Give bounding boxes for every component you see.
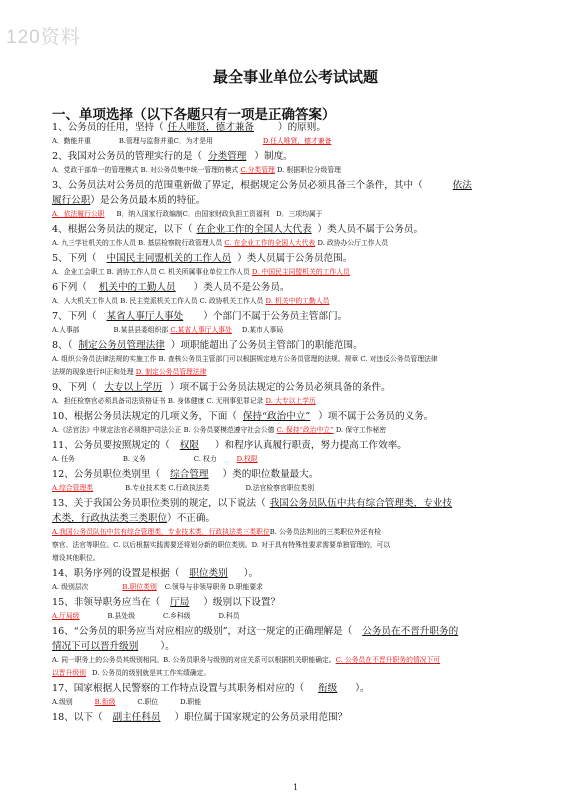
options-11: A. 任务 B. 义务 C. 权力 D.权限: [52, 455, 258, 463]
page-number: 1: [292, 783, 299, 792]
correct-option-4: C. 在企业工作的全国人大代表: [224, 239, 316, 247]
question-5: 5、下列（ 中国民主同盟机关的工作人员 ）类人员属于公务员范围。: [52, 253, 353, 264]
answer-9: 大专以上学历: [104, 382, 163, 393]
page-title: 最全事业单位公考试试题: [212, 69, 378, 86]
correct-option-16: C. 公务员在不晋升职务的情况下可: [335, 656, 441, 664]
options-16: A. 同一职务上的公务员其级别相同。B. 公务员职务与级别的对应关系可以根据机关职能确定。C. 公务员在不晋升职务的情况下可: [52, 656, 441, 664]
question-11: 11、公务员要按照规定的（ 权限 ）和程序认真履行职责，努力提高工作效率。: [52, 440, 407, 451]
answer-3: 依法: [452, 180, 472, 191]
question-14: 14、职务序列的设置是根据（ 职位类别 ）。: [52, 568, 259, 579]
question-7: 7、下列（ 某省人事厅人事处 ）个部门不属于公务员主管部门。: [52, 311, 348, 322]
options-17: A.级别 B.衔级 C.职位 D.职能: [52, 698, 202, 706]
question-2: 2、我国对公务员的管理实行的是（ 分类管理 ）制度。: [52, 151, 293, 162]
question-8: 8、（ 制定公务员管理法律 ）项职能超出了公务员主管部门的职能范围。: [52, 340, 363, 351]
options-12: A.综合管理类 B.专业技术类 C.行政执法类 D.法官检察官职位类别: [52, 484, 315, 492]
correct-option-14: B.职位类别: [122, 583, 157, 591]
options-3: A．依法履行公职 B．纳入国家行政编制C．由国家财政负担工资福利 D．三项均属于: [52, 210, 323, 218]
section-heading: 一、单项选择（以下各题只有一项是正确答案）: [52, 107, 336, 122]
question-16: 16、“公务员的职务应当对应相应的级别”，对这一规定的正确理解是（ 公务员在不晋升职务的 情况下可以晋升级别 ）。: [52, 626, 459, 652]
answer-18: 副主任科员: [112, 712, 161, 723]
correct-option-5: D. 中国民主同盟机关的工作人员: [251, 268, 350, 276]
options-5: A．企业工会职工 B. 消协工作人员 C. 机关所属事业单位工作人员 D. 中国民主同盟机关的工作人员: [52, 268, 350, 276]
correct-option-15: A.厅局级: [52, 612, 80, 620]
answer-7: 某省人事厅人事处: [106, 311, 184, 322]
options-4: A. 九三学社机关的工作人员 B. 基层检察院行政管理人员 C. 在企业工作的全国人大代表 D. 政协办公厅工作人员: [52, 239, 389, 247]
options-2: A．党政干部单一的管理模式 B. 对公务员集中统一管理的模式 C.分类管理 D. 根据职位分级管理: [52, 166, 341, 174]
correct-option-13: A.我国公务员队伍中共有综合管理类，专业技术类，行政执法类三类职位: [52, 528, 270, 536]
answer-15: 厅局: [170, 597, 190, 608]
question-3: 3、公务员法对公务员的范围重新做了界定，根据规定公务员必须具备三个条件，其中（ 依法 履行公职）是公务员最本质的特征。: [52, 180, 472, 206]
options-1: A．勤能并重 B.管理与监督并重C．为才是用 D.任人唯贤，德才兼备: [52, 137, 332, 145]
answer-6: 机关中的工勤人员: [98, 282, 176, 293]
answer-14: 职位类别: [189, 568, 228, 579]
answer-13: 我国公务员队伍中共有综合管理类，专业技: [269, 498, 452, 509]
options-15: A.厅局级 B.县处级 C.乡科级 D.科员: [52, 612, 240, 620]
correct-option-1: D.任人唯贤，德才兼备: [262, 137, 332, 145]
question-12: 12、公务员职位类别里（ 综合管理 ）类的职位数量最大。: [52, 469, 319, 480]
question-4: 4、根据公务员法的规定，以下（ 在企业工作的全国人大代表 ）类人员不属于公务员。: [52, 224, 424, 235]
answer-12: 综合管理: [170, 469, 209, 480]
answer-11: 权限: [179, 440, 199, 451]
correct-option-3: A．依法履行公职: [52, 210, 105, 218]
correct-option-11: D.权限: [236, 455, 258, 463]
question-15: 15、非领导职务应当在（ 厅局 ）级别以下设置？: [52, 597, 281, 608]
question-17: 17、国家根据人民警察的工作特点设置与其职务相对应的（ 衔级 ）。: [52, 683, 370, 694]
question-18: 18、以下（ 副主任科员 ）职位属于国家规定的公务员录用范围？: [52, 712, 348, 723]
options-8-cont: 法规的现象进行纠正和处理 D. 制定公务员管理法律: [52, 368, 207, 376]
question-list: [52, 120, 539, 725]
options-8: A. 组织公务员法律法规的实施工作 B. 查核公务员主管部门可以根据规定地方公务员管理的法规、规章 C. 对违反公务员管理法律: [52, 355, 438, 363]
options-13-cont: 察官、法官等职位。C. 以后根据实践需要还将划分新的职位类别。D. 对于具有特殊性要求需要单独管理的，可以: [52, 541, 391, 549]
answer-5: 中国民主同盟机关的工作人员: [106, 253, 232, 264]
question-9: 9、下列（ 大专以上学历 ）项不属于公务员法规定的公务员必须具备的条件。: [52, 382, 391, 393]
options-13-cont2: 增设其他职位。: [52, 554, 100, 562]
question-6: 6下列（ 机关中的工勤人员 ）类人员不是公务员。: [52, 282, 290, 293]
options-7: A.人事部 B.某县县委组织部 C.某省人事厅人事处 D.某市人事局: [52, 326, 284, 334]
options-6: A．人大机关工作人员 B. 民主党派机关工作人员 C. 政协机关工作人员 D. 机关中的工勤人员: [52, 297, 330, 305]
answer-2: 分类管理: [208, 151, 247, 162]
correct-option-10: C. 保持“政治中立”: [276, 426, 334, 434]
options-10: A.《法官法》中规定法官必须维护司法公正 B. 公务员要模范遵守社会公德 C. 保持“政治中立” D. 保守工作秘密: [52, 426, 387, 434]
correct-option-2: C.分类管理: [240, 166, 275, 174]
watermark: 120资料: [6, 27, 81, 48]
options-14: A. 级别层次 B.职位类别 C.领导与非领导职务 D.职能要求: [52, 583, 263, 591]
answer-4: 在企业工作的全国人大代表: [196, 224, 312, 235]
question-1: 1、公务员的任用，坚持（ 任人唯贤，德才兼备 ）的原则。: [52, 122, 326, 133]
correct-option-8: D. 制定公务员管理法律: [135, 368, 207, 376]
correct-option-9: D. 大专以上学历: [265, 397, 316, 405]
correct-option-7: C.某省人事厅人事处: [170, 326, 232, 334]
correct-option-17: B.衔级: [94, 698, 116, 706]
question-10: 10、根据公务员法规定的几项义务，下面（ 保持“政治中立” ）项不属于公务员的义务。: [52, 411, 434, 422]
answer-10: 保持“政治中立”: [242, 411, 311, 422]
options-9: A．担任检察官必须具备司法资格证书 B. 身体健康 C. 无刑事犯罪记录 D. 大专以上学历: [52, 397, 316, 405]
answer-1: 任人唯贤，德才兼备: [167, 122, 254, 133]
options-16-cont: 以晋升级别 D. 公务员的级别就是其工作实绩确定。: [52, 669, 211, 677]
answer-8: 制定公务员管理法律: [78, 340, 165, 351]
correct-option-12: A.综合管理类: [52, 484, 94, 492]
correct-option-6: D. 机关中的工勤人员: [265, 297, 330, 305]
answer-17: 衔级: [318, 683, 338, 694]
question-13: 13、关于我国公务员职位类别的规定，以下说法（ 我国公务员队伍中共有综合管理类，专业技 术类，行政执法类三类职位）不正确。: [52, 498, 452, 524]
options-13: A.我国公务员队伍中共有综合管理类，专业技术类，行政执法类三类职位B. 公务员法判出的三类职位外还有检: [52, 528, 382, 536]
answer-16: 公务员在不晋升职务的: [362, 626, 459, 637]
